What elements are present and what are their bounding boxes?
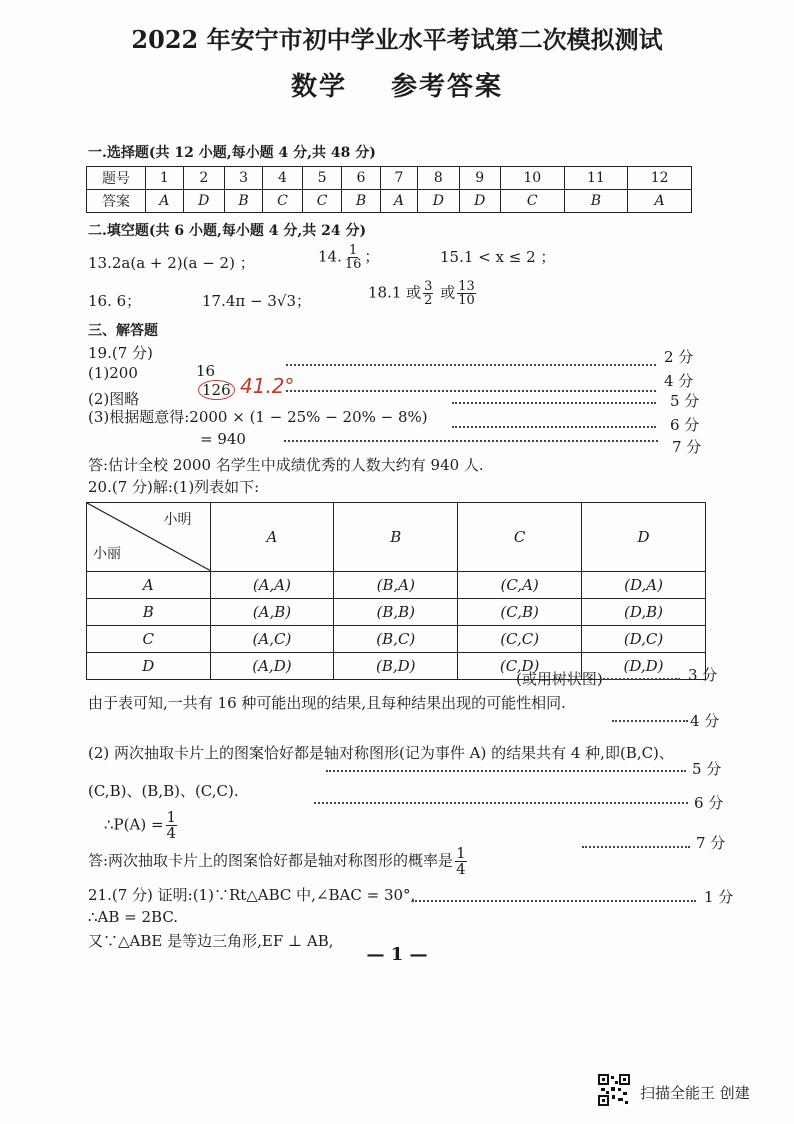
q21-line1: 21.(7 分) 证明:(1)∵Rt△ABC 中,∠BAC = 30°, bbox=[88, 886, 416, 904]
score-label: 6 分 bbox=[670, 416, 700, 434]
document-title: 2022 年安宁市初中学业水平考试第二次模拟测试 bbox=[131, 25, 663, 54]
question-number: 5 bbox=[302, 167, 342, 190]
question-number: 9 bbox=[459, 167, 500, 190]
score-label: 2 分 bbox=[664, 348, 694, 366]
table-row bbox=[87, 599, 706, 626]
leader-dots bbox=[452, 426, 656, 428]
fraction-denominator: 4 bbox=[166, 824, 177, 842]
q19-answer: 答:估计全校 2000 名学生中成绩优秀的人数大约有 940 人. bbox=[88, 456, 484, 474]
q19-line2a: (2)图略 bbox=[88, 390, 140, 408]
question-number: 6 bbox=[342, 167, 380, 190]
fraction-denominator: 16 bbox=[344, 257, 362, 272]
table-row bbox=[87, 572, 706, 599]
column-header: B bbox=[334, 503, 458, 572]
answer-15: 15.1 < x ≤ 2 ； bbox=[440, 248, 556, 266]
diagonal-header-cell bbox=[87, 503, 211, 572]
question-number: 8 bbox=[418, 167, 459, 190]
answer-row bbox=[87, 190, 692, 213]
probability-result bbox=[104, 810, 179, 841]
section3-heading: 三、解答题 bbox=[88, 323, 158, 339]
answer-cell: D bbox=[183, 190, 224, 213]
q19-line1b: 16 bbox=[196, 362, 216, 380]
leader-dots bbox=[612, 720, 688, 722]
question-number: 4 bbox=[263, 167, 303, 190]
answer-18-or: 或 bbox=[435, 283, 456, 302]
leader-dots bbox=[600, 678, 680, 680]
handwritten-note: 41.2° bbox=[240, 374, 295, 398]
page-number: — 1 — bbox=[366, 944, 428, 965]
score-label: 7 分 bbox=[696, 834, 726, 852]
fraction bbox=[423, 280, 433, 307]
column-header: D bbox=[582, 503, 706, 572]
answer-18 bbox=[368, 280, 478, 307]
q21-line2: ∴AB = 2BC. bbox=[88, 908, 179, 926]
score-label: 5 分 bbox=[692, 760, 722, 778]
table-row bbox=[87, 626, 706, 653]
answer-17: 17.4π − 3√3； bbox=[202, 292, 312, 310]
question-number: 2 bbox=[183, 167, 224, 190]
answer-cell: B bbox=[342, 190, 380, 213]
circled-answer: 126 bbox=[198, 380, 235, 400]
leader-dots bbox=[582, 846, 690, 848]
corner-label-top: 小明 bbox=[163, 512, 192, 528]
leader-dots bbox=[286, 364, 656, 366]
row-header: B bbox=[87, 599, 211, 626]
table-cell: (A,D) bbox=[210, 653, 334, 680]
table-cell: (C,D) bbox=[458, 653, 582, 680]
q20-answer bbox=[88, 846, 469, 877]
subject-label: 数学 bbox=[290, 72, 347, 102]
fraction-numerator: 1 bbox=[456, 844, 466, 862]
fraction bbox=[166, 810, 178, 841]
table-cell: (C,B) bbox=[458, 599, 582, 626]
row-label-number: 题号 bbox=[87, 167, 146, 190]
score-label: 1 分 bbox=[704, 888, 734, 906]
fraction-denominator: 2 bbox=[424, 293, 433, 308]
question-number-row bbox=[87, 167, 692, 190]
fraction-denominator: 4 bbox=[456, 860, 466, 878]
fraction bbox=[455, 846, 467, 877]
leader-dots bbox=[326, 770, 686, 772]
table-cell: (D,D) bbox=[582, 653, 706, 680]
q20-equal-likelihood: 由于表可知,一共有 16 种可能出现的结果,且每种结果出现的可能性相同. bbox=[88, 694, 566, 712]
section1-heading: 一.选择题(共 12 小题,每小题 4 分,共 48 分) bbox=[88, 145, 376, 161]
answer-key-label: 参考答案 bbox=[391, 72, 504, 102]
fraction-numerator: 3 bbox=[424, 279, 433, 294]
q20-part2-line2: (C,B)、(B,B)、(C,C). bbox=[88, 782, 239, 800]
fraction-numerator: 1 bbox=[348, 243, 358, 258]
answer-cell: A bbox=[628, 190, 692, 213]
answer-cell: B bbox=[564, 190, 628, 213]
table-cell: (B,D) bbox=[334, 653, 458, 680]
row-label-answer: 答案 bbox=[87, 190, 146, 213]
score-label: 4 分 bbox=[690, 712, 720, 730]
column-header: C bbox=[458, 503, 582, 572]
table-cell: (B,B) bbox=[334, 599, 458, 626]
answer-18-prefix: 18.1 或 bbox=[368, 283, 422, 302]
tree-note: (或用树状图) bbox=[516, 670, 603, 688]
answer-cell: C bbox=[500, 190, 564, 213]
q20-title: 20.(7 分)解:(1)列表如下: bbox=[88, 478, 260, 496]
table-cell: (C,A) bbox=[458, 572, 582, 599]
table-cell: (B,A) bbox=[334, 572, 458, 599]
answer-14-prefix: 14. bbox=[318, 247, 342, 266]
corner-label-bottom: 小丽 bbox=[93, 546, 121, 562]
q19-title: 19.(7 分) bbox=[88, 344, 153, 362]
q20-part2-line1: (2) 两次抽取卡片上的图案恰好都是轴对称图形(记为事件 A) 的结果共有 4 种,即(B,C)、 bbox=[88, 744, 674, 762]
table-header-row bbox=[87, 503, 706, 572]
score-label: 3 分 bbox=[688, 666, 718, 684]
question-number: 1 bbox=[146, 167, 184, 190]
answer-cell: C bbox=[263, 190, 303, 213]
question-number: 11 bbox=[564, 167, 628, 190]
answer-cell: D bbox=[459, 190, 500, 213]
row-header: A bbox=[87, 572, 211, 599]
score-label: 5 分 bbox=[670, 392, 700, 410]
section2-heading: 二.填空题(共 6 小题,每小题 4 分,共 24 分) bbox=[88, 223, 367, 239]
fraction bbox=[344, 244, 363, 271]
scanner-watermark: 扫描全能王 创建 bbox=[640, 1084, 750, 1102]
probability-prefix: ∴P(A) = bbox=[104, 815, 164, 834]
table-row bbox=[87, 653, 706, 680]
answer-cell: C bbox=[302, 190, 342, 213]
question-number: 12 bbox=[628, 167, 692, 190]
table-cell: (D,B) bbox=[582, 599, 706, 626]
q19-circled-value bbox=[198, 380, 235, 400]
answer-cell: B bbox=[224, 190, 262, 213]
answer-13: 13.2a(a + 2)(a − 2) ； bbox=[88, 254, 255, 272]
question-number: 3 bbox=[224, 167, 262, 190]
table-cell: (C,C) bbox=[458, 626, 582, 653]
row-header: D bbox=[87, 653, 211, 680]
answer-cell: A bbox=[380, 190, 418, 213]
column-header: A bbox=[210, 503, 334, 572]
score-label: 4 分 bbox=[664, 372, 694, 390]
answer-cell: A bbox=[146, 190, 184, 213]
table-cell: (A,C) bbox=[210, 626, 334, 653]
qr-code-icon bbox=[598, 1074, 630, 1106]
q19-line4: = 940 bbox=[200, 430, 246, 448]
leader-dots bbox=[286, 390, 656, 392]
q19-line1a: (1)200 bbox=[88, 364, 138, 382]
table-cell: (A,A) bbox=[210, 572, 334, 599]
fraction bbox=[457, 280, 476, 307]
leader-dots bbox=[412, 900, 696, 902]
table-cell: (D,C) bbox=[582, 626, 706, 653]
row-header: C bbox=[87, 626, 211, 653]
answer-14-suffix: ； bbox=[364, 247, 380, 266]
fraction-numerator: 1 bbox=[166, 808, 177, 826]
leader-dots bbox=[284, 440, 658, 442]
table-cell: (B,C) bbox=[334, 626, 458, 653]
answer-14 bbox=[318, 244, 379, 271]
outcome-table bbox=[86, 502, 706, 680]
score-label: 7 分 bbox=[672, 438, 702, 456]
table-cell: (A,B) bbox=[210, 599, 334, 626]
leader-dots bbox=[452, 402, 656, 404]
q21-line3: 又∵△ABE 是等边三角形,EF ⊥ AB, bbox=[88, 932, 334, 950]
question-number: 10 bbox=[500, 167, 564, 190]
q20-answer-text: 答:两次抽取卡片上的图案恰好都是轴对称图形的概率是 bbox=[88, 851, 454, 870]
fraction-numerator: 13 bbox=[458, 279, 475, 294]
q19-line3: (3)根据题意得:2000 × (1 − 25% − 20% − 8%) bbox=[88, 408, 428, 426]
table-cell: (D,A) bbox=[582, 572, 706, 599]
document-subtitle bbox=[0, 66, 794, 103]
score-label: 6 分 bbox=[694, 794, 724, 812]
fraction-denominator: 10 bbox=[458, 293, 475, 308]
answer-16: 16. 6； bbox=[88, 292, 142, 310]
leader-dots bbox=[314, 802, 688, 804]
choice-answer-table bbox=[86, 166, 692, 213]
question-number: 7 bbox=[380, 167, 418, 190]
answer-cell: D bbox=[418, 190, 459, 213]
